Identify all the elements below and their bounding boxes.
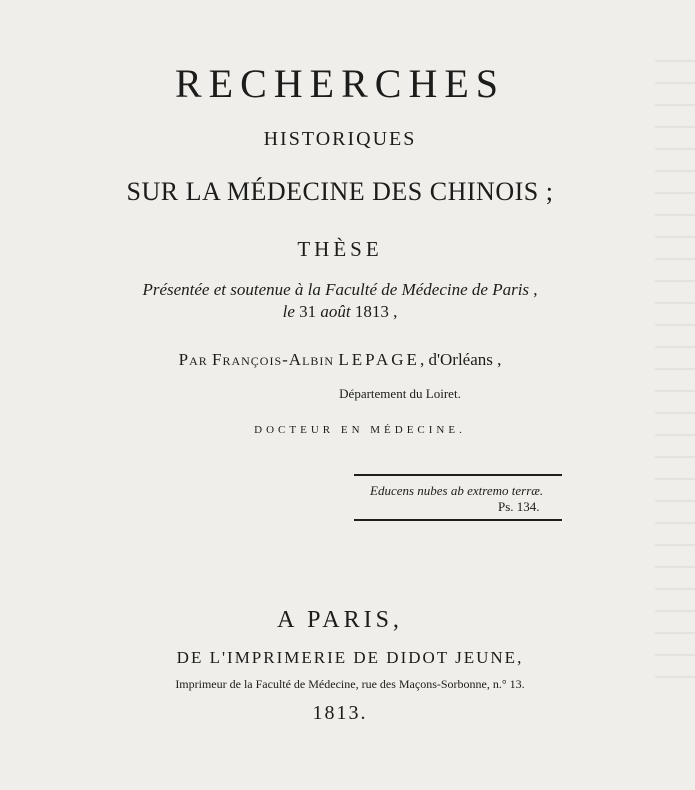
date-month: août: [320, 302, 351, 321]
these-heading: THÈSE: [297, 237, 383, 261]
subtitle-medecine: SUR LA MÉDECINE DES CHINOIS ;: [126, 177, 554, 206]
presentation-line: Présentée et soutenue à la Faculté de Médecine de Paris ,: [142, 280, 538, 299]
department: Département du Loiret.: [339, 386, 461, 401]
date-day: 31: [299, 302, 317, 321]
show-through-shadow: [655, 60, 695, 680]
author-par: Par: [178, 350, 208, 369]
author-line: [0, 350, 680, 370]
date-year: 1813 ,: [354, 302, 398, 321]
epigraph-rule-bottom: [354, 519, 562, 521]
imprint-address: Imprimeur de la Faculté de Médecine, rue des Maçons-Sorbonne, n.° 13.: [175, 677, 525, 691]
doctor-title: DOCTEUR EN MÉDECINE.: [254, 424, 466, 436]
author-surname: LEPAGE: [338, 350, 420, 369]
epigraph-rule-top: [354, 474, 562, 476]
book-title: RECHERCHES: [174, 61, 506, 106]
epigraph-text: Educens nubes ab extremo terræ.: [370, 483, 544, 498]
subtitle-historiques: HISTORIQUES: [263, 128, 417, 150]
imprint-printer: DE L'IMPRIMERIE DE DIDOT JEUNE,: [176, 648, 524, 667]
date-line: [0, 302, 680, 322]
author-origin: , d'Orléans ,: [419, 350, 502, 369]
imprint-city: A PARIS,: [277, 607, 403, 633]
epigraph-reference: Ps. 134.: [498, 499, 540, 514]
date-le: le: [282, 302, 295, 321]
author-name: François-Albin: [212, 350, 335, 369]
imprint-year: 1813.: [312, 702, 368, 724]
